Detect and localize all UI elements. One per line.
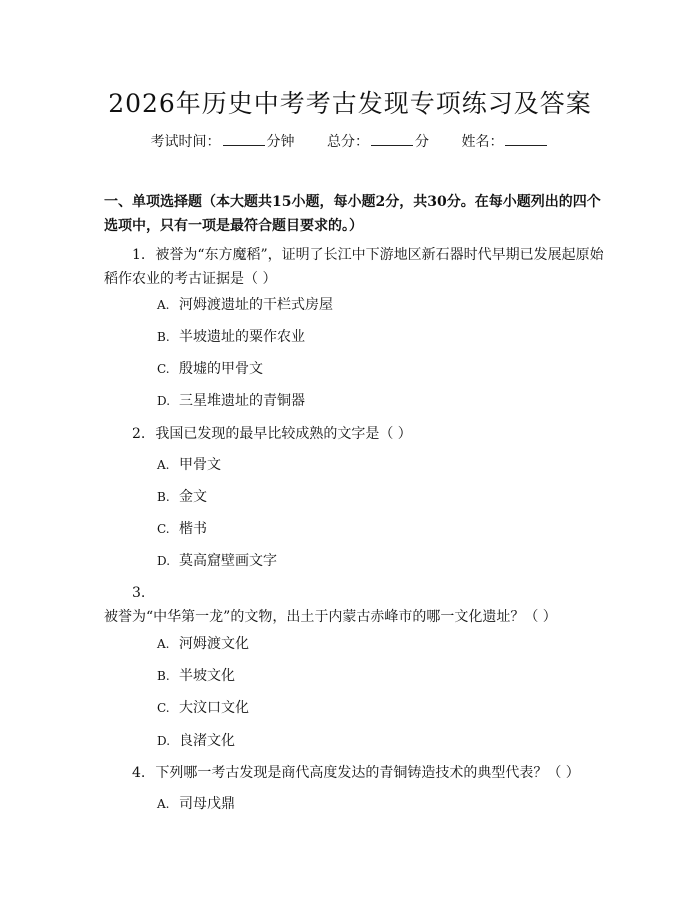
option-text: 半坡文化 (179, 668, 235, 684)
option-letter: A. (157, 637, 170, 651)
option (157, 698, 249, 718)
score-blank (371, 133, 413, 146)
option-text: 莫高窟壁画文字 (179, 553, 277, 569)
option (157, 666, 235, 686)
option (157, 295, 333, 315)
option (157, 455, 221, 475)
score-label: 总分： (327, 134, 369, 150)
question-text: 被誉为“中华第一龙”的文物，出土于内蒙古赤峰市的哪一文化遗址？（ ） (104, 609, 557, 625)
option (157, 794, 235, 814)
page-title: 2026年历史中考考古发现专项练习及答案 (108, 89, 592, 118)
option-text: 楷书 (179, 521, 207, 537)
option-text: 河姆渡遗址的干栏式房屋 (179, 297, 333, 313)
option-text: 甲骨文 (179, 457, 221, 473)
total-score (327, 134, 433, 150)
option (157, 487, 207, 507)
option (157, 327, 305, 347)
option (157, 359, 263, 379)
option-text: 半坡遗址的粟作农业 (179, 329, 305, 345)
option-text: 良渚文化 (179, 733, 235, 749)
option-text: 殷墟的甲骨文 (179, 361, 263, 377)
option-letter: C. (157, 362, 170, 376)
option-text: 司母戊鼎 (179, 796, 235, 812)
student-name (461, 134, 549, 150)
option-letter: D. (157, 554, 171, 568)
question-number: 3. (132, 585, 146, 601)
question (104, 243, 604, 291)
option-text: 金文 (179, 489, 207, 505)
option-letter: D. (157, 394, 171, 408)
option (157, 519, 207, 539)
option (157, 731, 235, 751)
name-blank (505, 133, 547, 146)
question (104, 422, 604, 446)
question-text: 我国已发现的最早比较成熟的文字是（ ） (155, 426, 412, 442)
question-text: 被誉为“东方魔稻”，证明了长江中下游地区新石器时代早期已发展起原始稻作农业的考古证据是（ ） (104, 247, 604, 287)
option-letter: B. (157, 669, 170, 683)
time-label: 考试时间： (150, 134, 221, 150)
question-number: 1. (132, 247, 146, 263)
option-letter: B. (157, 490, 170, 504)
option-letter: C. (157, 522, 170, 536)
score-unit: 分 (415, 134, 429, 150)
section-heading: 一、单项选择题（本大题共15小题，每小题2分，共30分。在每小题列出的四个选项中，只有一项是最符合题目要求的。） (104, 194, 601, 234)
option (157, 551, 277, 571)
option-letter: A. (157, 458, 170, 472)
option-text: 河姆渡文化 (179, 636, 249, 652)
option-text: 三星堆遗址的青铜器 (179, 393, 305, 409)
option-letter: A. (157, 298, 170, 312)
option-letter: D. (157, 734, 171, 748)
question-text: 下列哪一考古发现是商代高度发达的青铜铸造技术的典型代表？（ ） (155, 765, 580, 781)
time-blank (223, 133, 265, 146)
question (104, 581, 604, 629)
question-number: 2. (132, 426, 146, 442)
name-label: 姓名： (461, 134, 504, 150)
question-number: 4. (132, 765, 146, 781)
exam-meta (0, 131, 700, 151)
option-letter: B. (157, 330, 170, 344)
option-text: 大汶口文化 (179, 700, 249, 716)
option (157, 391, 305, 411)
question (104, 761, 604, 785)
option-letter: C. (157, 701, 170, 715)
option (157, 634, 249, 654)
exam-time (151, 134, 299, 150)
time-unit: 分钟 (266, 134, 295, 150)
option-letter: A. (157, 797, 170, 811)
